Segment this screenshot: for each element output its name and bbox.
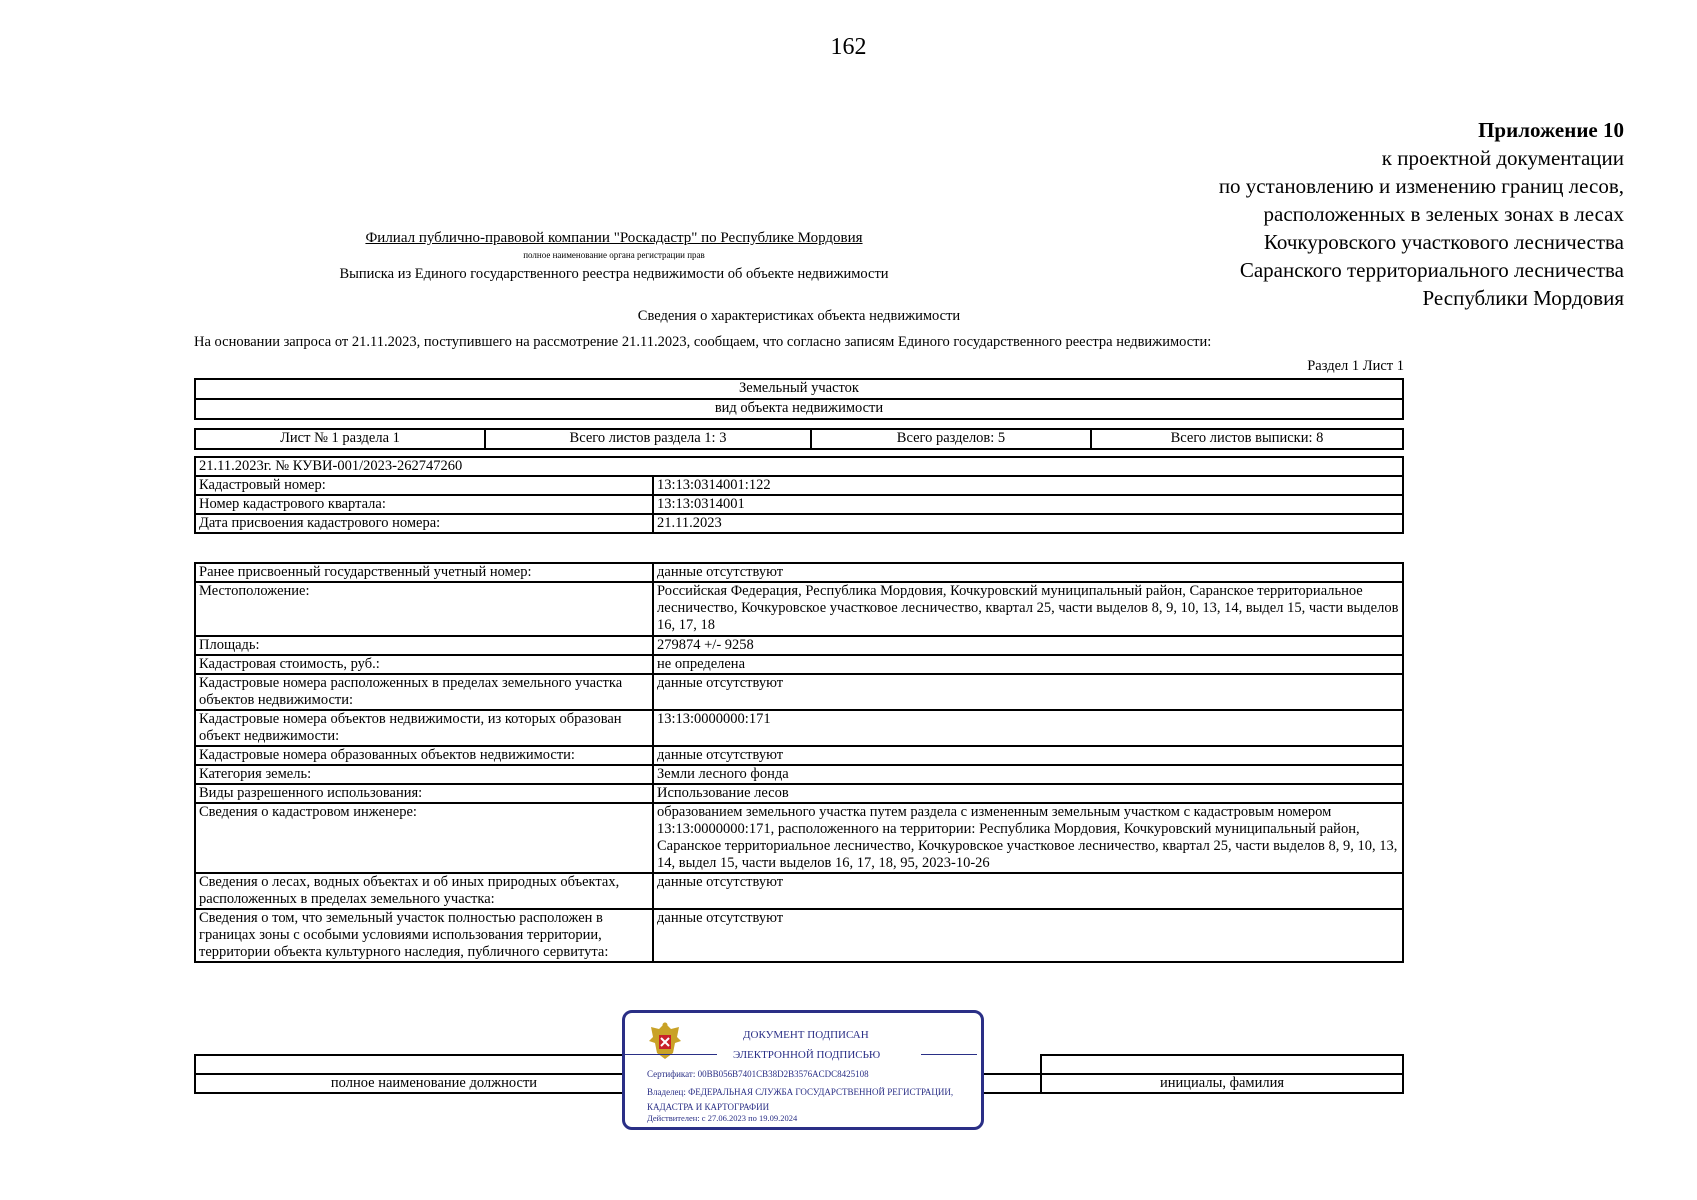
appendix-title: Приложение 10 bbox=[1478, 118, 1624, 142]
row-label: Категория земель: bbox=[195, 765, 653, 784]
sheet-number: Лист № 1 раздела 1 bbox=[195, 429, 485, 449]
row-label: Кадастровая стоимость, руб.: bbox=[195, 655, 653, 674]
stamp-valid: Действителен: с 27.06.2023 по 19.09.2024 bbox=[647, 1113, 798, 1123]
row-label: Кадастровые номера расположенных в пределах земельного участка объектов недвижимости: bbox=[195, 674, 653, 710]
row-value: Российская Федерация, Республика Мордовия, Кочкуровский муниципальный район, Саранское территориальное лесничество, Кочкуровское участковое лесничество, квартал 25, части выделов 8, 9, 10, 13, 14, выдел 15, части выделов 16, 17, 18 bbox=[653, 582, 1403, 636]
table-row bbox=[195, 563, 1403, 582]
details-table bbox=[194, 562, 1404, 963]
name-caption: инициалы, фамилия bbox=[1041, 1074, 1403, 1093]
row-value: данные отсутствуют bbox=[653, 563, 1403, 582]
row-label: Площадь: bbox=[195, 636, 653, 655]
row-label: Ранее присвоенный государственный учетный номер: bbox=[195, 563, 653, 582]
electronic-signature-stamp bbox=[622, 1010, 984, 1130]
row-value: 13:13:0000000:171 bbox=[653, 710, 1403, 746]
row-value: Использование лесов bbox=[653, 784, 1403, 803]
table-row bbox=[195, 655, 1403, 674]
row-value: 21.11.2023 bbox=[653, 514, 1403, 533]
table-row bbox=[195, 746, 1403, 765]
request-text: На основании запроса от 21.11.2023, поступившего на рассмотрение 21.11.2023, сообщаем, что согласно записям Единого государственного реестра недвижимости: bbox=[194, 334, 1212, 350]
total-extract-sheets: Всего листов выписки: 8 bbox=[1091, 429, 1403, 449]
row-label: Кадастровые номера объектов недвижимости, из которых образован объект недвижимости: bbox=[195, 710, 653, 746]
record-number: 21.11.2023г. № КУВИ-001/2023-262747260 bbox=[195, 457, 1403, 476]
position-field bbox=[195, 1055, 673, 1074]
stamp-separator bbox=[921, 1054, 977, 1055]
object-type-caption: вид объекта недвижимости bbox=[195, 399, 1403, 419]
row-value: данные отсутствуют bbox=[653, 746, 1403, 765]
table-row bbox=[195, 765, 1403, 784]
appendix-line: к проектной документации bbox=[1381, 146, 1624, 170]
object-type-table bbox=[194, 378, 1404, 420]
table-row bbox=[195, 582, 1403, 636]
row-label: Местоположение: bbox=[195, 582, 653, 636]
row-value: Земли лесного фонда bbox=[653, 765, 1403, 784]
table-row bbox=[195, 784, 1403, 803]
stamp-owner: Владелец: ФЕДЕРАЛЬНАЯ СЛУЖБА ГОСУДАРСТВЕННОЙ РЕГИСТРАЦИИ, КАДАСТРА И КАРТОГРАФИИ bbox=[647, 1087, 954, 1112]
table-row bbox=[195, 495, 1403, 514]
row-value: данные отсутствуют bbox=[653, 909, 1403, 962]
table-row bbox=[195, 514, 1403, 533]
row-value: 13:13:0314001 bbox=[653, 495, 1403, 514]
extract-title: Выписка из Единого государственного реестра недвижимости об объекте недвижимости bbox=[339, 266, 889, 282]
row-label: Номер кадастрового квартала: bbox=[195, 495, 653, 514]
row-value: данные отсутствуют bbox=[653, 873, 1403, 909]
row-label: Кадастровые номера образованных объектов недвижимости: bbox=[195, 746, 653, 765]
table-row bbox=[195, 873, 1403, 909]
appendix-line: по установлению и изменению границ лесов, bbox=[1218, 174, 1624, 198]
name-field bbox=[1041, 1055, 1403, 1074]
appendix-line: Кочкуровского участкового лесничества bbox=[1263, 230, 1624, 254]
sheets-table bbox=[194, 428, 1404, 450]
row-value: не определена bbox=[653, 655, 1403, 674]
object-type: Земельный участок bbox=[195, 379, 1403, 399]
basic-info-table bbox=[194, 456, 1404, 534]
table-row bbox=[195, 476, 1403, 495]
row-label: Виды разрешенного использования: bbox=[195, 784, 653, 803]
row-label: Кадастровый номер: bbox=[195, 476, 653, 495]
row-value: данные отсутствуют bbox=[653, 674, 1403, 710]
info-title: Сведения о характеристиках объекта недвижимости bbox=[637, 308, 961, 324]
stamp-certificate: Сертификат: 00BB056B7401CB38D2B3576ACDC8425108 bbox=[647, 1069, 869, 1079]
table-row bbox=[195, 803, 1403, 873]
appendix-line: расположенных в зеленых зонах в лесах bbox=[1263, 202, 1624, 226]
table-row bbox=[195, 909, 1403, 962]
organization-name: Филиал публично-правовой компании "Роскадастр" по Республике Мордовия bbox=[365, 230, 863, 246]
row-value: 279874 +/- 9258 bbox=[653, 636, 1403, 655]
position-caption: полное наименование должности bbox=[195, 1074, 673, 1093]
section-label: Раздел 1 Лист 1 bbox=[1307, 358, 1404, 374]
appendix-line: Саранского территориального лесничества bbox=[1239, 258, 1624, 282]
total-section-sheets: Всего листов раздела 1: 3 bbox=[485, 429, 811, 449]
stamp-line2: ЭЛЕКТРОННОЙ ПОДПИСЬЮ bbox=[733, 1049, 881, 1061]
appendix-line: Республики Мордовия bbox=[1422, 286, 1624, 310]
table-row bbox=[195, 710, 1403, 746]
stamp-separator bbox=[625, 1054, 717, 1055]
row-label: Сведения о том, что земельный участок полностью расположен в границах зоны с особыми условиями использования территории, территории объекта культурного наследия, публичного сервитута: bbox=[195, 909, 653, 962]
table-row bbox=[195, 636, 1403, 655]
row-value: образованием земельного участка путем раздела с измененным земельным участком с кадастровым номером 13:13:0000000:171, расположенного на территории: Республика Мордовия, Кочкуровский муниципальный район, Саранское территориальное лесничество, Кочкуровское участковое лесничество, квартал 25, части выделов 8, 9, 10, 13, 14, выдел 15, части выделов 16, 17, 18, 95, 2023-10-26 bbox=[653, 803, 1403, 873]
total-sections: Всего разделов: 5 bbox=[811, 429, 1091, 449]
row-label: Дата присвоения кадастрового номера: bbox=[195, 514, 653, 533]
organization-caption: полное наименование органа регистрации прав bbox=[523, 250, 705, 260]
coat-of-arms-icon bbox=[645, 1019, 685, 1063]
row-value: 13:13:0314001:122 bbox=[653, 476, 1403, 495]
stamp-line1: ДОКУМЕНТ ПОДПИСАН bbox=[743, 1029, 869, 1041]
table-row bbox=[195, 674, 1403, 710]
row-label: Сведения о лесах, водных объектах и об иных природных объектах, расположенных в пределах земельного участка: bbox=[195, 873, 653, 909]
page-number: 162 bbox=[830, 34, 867, 60]
row-label: Сведения о кадастровом инженере: bbox=[195, 803, 653, 873]
